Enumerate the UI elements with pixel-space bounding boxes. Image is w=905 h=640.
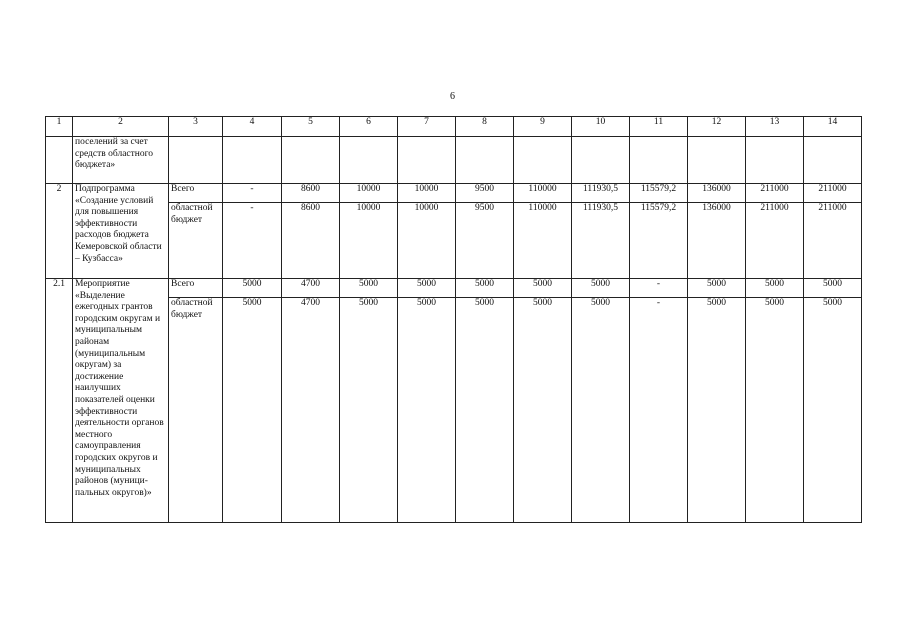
table-row xyxy=(46,184,862,203)
column-header: 5 xyxy=(282,117,340,137)
column-header: 9 xyxy=(514,117,572,137)
table-row xyxy=(46,279,862,298)
value-cell: 211000 xyxy=(804,184,862,203)
value-cell: 9500 xyxy=(456,184,514,203)
funding-source: областной бюджет xyxy=(169,203,223,279)
value-cell: 5000 xyxy=(398,298,456,523)
value-cell: 9500 xyxy=(456,203,514,279)
column-number-row xyxy=(46,117,862,137)
value-cell: 5000 xyxy=(456,298,514,523)
value-cell: 110000 xyxy=(514,203,572,279)
column-header: 1 xyxy=(46,117,73,137)
empty-cell xyxy=(398,137,456,184)
column-header: 10 xyxy=(572,117,630,137)
column-header: 4 xyxy=(223,117,282,137)
program-name: Подпрограмма «Создание условий для повышения эффективности расходов бюджета Кемеровской области – Кузбасса» xyxy=(73,184,169,279)
empty-cell xyxy=(688,137,746,184)
empty-cell xyxy=(169,137,223,184)
continuation-row xyxy=(46,137,862,184)
value-cell: - xyxy=(630,298,688,523)
row-number: 2 xyxy=(46,184,73,279)
empty-cell xyxy=(630,137,688,184)
value-cell: 115579,2 xyxy=(630,184,688,203)
funding-source: Всего xyxy=(169,184,223,203)
table-row xyxy=(46,203,862,279)
value-cell: 111930,5 xyxy=(572,184,630,203)
value-cell: 5000 xyxy=(572,298,630,523)
value-cell: 4700 xyxy=(282,298,340,523)
column-header: 3 xyxy=(169,117,223,137)
empty-cell xyxy=(746,137,804,184)
value-cell: 5000 xyxy=(398,279,456,298)
column-header: 11 xyxy=(630,117,688,137)
value-cell: 5000 xyxy=(746,279,804,298)
column-header: 13 xyxy=(746,117,804,137)
value-cell: 136000 xyxy=(688,184,746,203)
value-cell: 5000 xyxy=(223,279,282,298)
value-cell: 211000 xyxy=(746,184,804,203)
column-header: 14 xyxy=(804,117,862,137)
value-cell: 115579,2 xyxy=(630,203,688,279)
value-cell: 111930,5 xyxy=(572,203,630,279)
column-header: 2 xyxy=(73,117,169,137)
value-cell: 5000 xyxy=(340,298,398,523)
empty-cell xyxy=(223,137,282,184)
value-cell: 5000 xyxy=(688,279,746,298)
value-cell: 5000 xyxy=(223,298,282,523)
value-cell: 8600 xyxy=(282,184,340,203)
empty-cell xyxy=(46,137,73,184)
table-row xyxy=(46,298,862,523)
budget-table xyxy=(45,116,862,523)
value-cell: 110000 xyxy=(514,184,572,203)
measure-name: Мероприятие «Выделение ежегодных грантов городским округам и муниципальным районам (муниципальным округам) за достижение наилучших показателей оценки эффективности деятельности органов местного самоуправления городских округов и муниципальных районов (муници-пальных округов)» xyxy=(73,279,169,523)
funding-source: Всего xyxy=(169,279,223,298)
value-cell: 5000 xyxy=(746,298,804,523)
value-cell: 5000 xyxy=(804,298,862,523)
value-cell: 10000 xyxy=(398,184,456,203)
value-cell: 4700 xyxy=(282,279,340,298)
funding-source: областной бюджет xyxy=(169,298,223,523)
value-cell: 5000 xyxy=(456,279,514,298)
empty-cell xyxy=(572,137,630,184)
value-cell: 8600 xyxy=(282,203,340,279)
value-cell: 5000 xyxy=(688,298,746,523)
value-cell: - xyxy=(223,184,282,203)
column-header: 6 xyxy=(340,117,398,137)
value-cell: - xyxy=(630,279,688,298)
value-cell: 10000 xyxy=(398,203,456,279)
empty-cell xyxy=(340,137,398,184)
value-cell: 10000 xyxy=(340,203,398,279)
value-cell: 5000 xyxy=(340,279,398,298)
value-cell: 211000 xyxy=(804,203,862,279)
value-cell: 5000 xyxy=(514,298,572,523)
value-cell: 5000 xyxy=(804,279,862,298)
value-cell: 136000 xyxy=(688,203,746,279)
continuation-name: поселений за счет средств областного бюджета» xyxy=(73,137,169,184)
column-header: 8 xyxy=(456,117,514,137)
column-header: 12 xyxy=(688,117,746,137)
column-header: 7 xyxy=(398,117,456,137)
empty-cell xyxy=(514,137,572,184)
empty-cell xyxy=(804,137,862,184)
value-cell: 10000 xyxy=(340,184,398,203)
value-cell: 5000 xyxy=(514,279,572,298)
value-cell: 5000 xyxy=(572,279,630,298)
row-number: 2.1 xyxy=(46,279,73,523)
empty-cell xyxy=(282,137,340,184)
value-cell: 211000 xyxy=(746,203,804,279)
empty-cell xyxy=(456,137,514,184)
value-cell: - xyxy=(223,203,282,279)
page-number: 6 xyxy=(450,91,455,102)
